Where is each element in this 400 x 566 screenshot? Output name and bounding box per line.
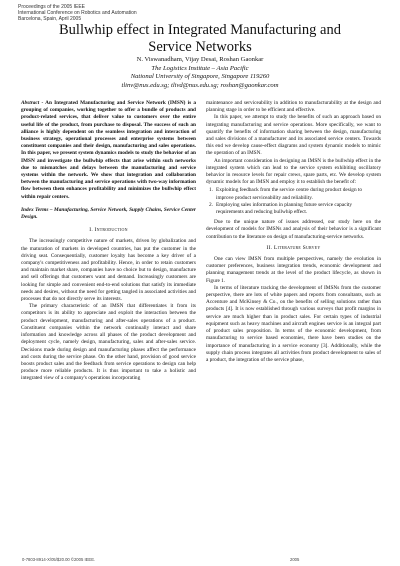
- index-terms: Index Terms – Manufacturing, Service Network, Supply Chains, Service Center Design.: [21, 206, 196, 221]
- intro-paragraph-6: Due to the unique nature of issues addressed, our study here on the development of models for IMSNs and analysis of their behavior is a significant contribution to the literature on design of manufacturing-service networks.: [206, 219, 381, 240]
- list-item: [206, 202, 381, 216]
- footer-page-number: 2005: [290, 557, 300, 562]
- author-block: [0, 56, 400, 90]
- author-emails: tlinv@nus.edu.sg; tlivd@nus.edu.sg; roshan@gaonkar.com: [121, 81, 279, 89]
- benefit-list: [206, 187, 381, 216]
- intro-paragraph-4: In this paper, we attempt to study the benefits of such an approach based on integrating manufacturing and service operations. More specifically, we want to quantify the benefits of information sharing between the design, manufacturing and sales divisions of a manufacturer and its associated service centers. Towards this end we develop cause-effect diagrams and system dynamic models to mimic the operation of an IMSN.: [206, 114, 381, 157]
- author-institute: The Logistics Institute – Asia Pacific: [151, 64, 249, 72]
- intro-paragraph-5: An important consideration in designing an IMSN is the bullwhip effect in the integrated system which can lead to the service system exhibiting oscillatory behavior in resource levels for repair crews, spare parts, etc. We develop system dynamic models for an IMSN and employ it to establish the benefit of:: [206, 157, 381, 186]
- list-text: Exploiting feedback from the service centre during product design to improve product serviceability and reliability.: [215, 187, 363, 201]
- proceedings-header: [18, 4, 137, 22]
- literature-paragraph-1: One can view IMSN from multiple perspectives, namely the evolution in customer preferences, business integration trends, economic development and planning management trends at the level of the product lifecycle, as shown in Figure 1.: [206, 256, 381, 284]
- list-number: 2.: [209, 201, 213, 208]
- abstract-text: - An Integrated Manufacturing and Service Network (IMSN) is a grouping of companies, working together to offer a bundle of products and product-related services, that deliver value to customers over the entire useful life of the product, from purchase to disposal. The success of such an alliance is highly dependent on the seamless integration and interaction of business strategy, operational processes and enterprise systems between constituent companies and their design, manufacturing and sales operations. In this paper, we present system dynamics models to study the behavior of an IMSN and investigate the bullwhip effects that arise within such networks due to mismatches and delays between the manufacturing and service systems within the network. We show that integration and collaboration between the manufacturing and service operations with two-way information flow between them enhances profitability and minimizes the bullwhip effect within repair centers.: [21, 100, 196, 200]
- title-line-2: Service Networks: [148, 39, 252, 55]
- intro-paragraph-2: The primary characteristic of an IMSN that differentiates it from its competitors is its ability to appreciate and exploit the interaction between the product development, manufacturing and after-sales operations of a product. Constituent companies within the network continually interact and share information and knowledge across all phases of the product development and deployment cycle, namely design, manufacturing, sales and after-sales service. Decisions made during design and manufacturing phases affect the performance and costs during the service phase. On the other hand, provision of good service boosts product sales and the feedback from service operations to design can help produce more reliable products. It is thus important to take a holistic and integrated view of a company's operations incorporating: [21, 303, 196, 382]
- author-names: N. Viswanadham, Vijay Desai, Roshan Gaonkar: [136, 56, 264, 63]
- right-column: [206, 100, 381, 364]
- proceedings-line: International Conference on Robotics and Automation: [18, 10, 137, 16]
- literature-paragraph-2: In terms of literature tracking the development of IMSNs from the customer perspective, there are lots of white papers and reports from consultants, such as Accenture and McKinsey & Co., on the benefits of selling solutions rather than products [4]. It is now established through various surveys that profit margins in service are much higher than in product sales. For certain types of industrial equipment such as heavy machines and aircraft engines service is an integral part of product sales proposition. In terms of the economic development, from manufacturing to service based economies, there have been studies on the importance of manufacturing in a service economy [3]. Additionally, while the supply chain process integrates all activities from product development to sales of a product, the integration of the service phase,: [206, 284, 381, 363]
- intro-paragraph-3: maintenance and serviceability in addition to manufacturability at the design and planning stage in order to be efficient and effective.: [206, 100, 381, 114]
- proceedings-line: Barcelona, Spain, April 2005: [18, 16, 82, 22]
- abstract: [21, 100, 196, 201]
- paper-title: [0, 22, 400, 56]
- section-heading-introduction: I. Introduction: [89, 227, 128, 234]
- abstract-label: Abstract: [21, 100, 40, 106]
- proceedings-line: Proceedings of the 2005 IEEE: [18, 4, 85, 10]
- section-heading-literature: II. Literature Survey: [266, 244, 321, 251]
- left-column: [21, 100, 196, 383]
- title-line-1: Bullwhip effect in Integrated Manufacturing and: [59, 22, 341, 38]
- author-university: National University of Singapore, Singapore 119260: [130, 73, 270, 81]
- list-item: [206, 187, 381, 201]
- footer-isbn: 0-7803-8914-X/05/$20.00 ©2005 IEEE.: [22, 557, 96, 562]
- intro-paragraph-1: The increasingly competitive nature of markets, driven by globalization and the maturation of markets in developed countries, has put the customer in the driving seat. Consequentially, customer loyalty has become a key driver of a company's competitiveness and profitability. Hence, in order to retain customers and maintain market share, companies have no choice but to design, manufacture and sell offerings that customers want and demand. Increasingly customers are looking for simple and convenient end-to-end solutions that satisfy its immediate needs and desires, without the need for getting tangled in associated activities and processes that do not directly serve its interests.: [21, 238, 196, 303]
- list-text: Employing sales information in planning future service capacity requirements and reducing bullwhip effect.: [215, 201, 353, 216]
- list-number: 1.: [209, 187, 213, 194]
